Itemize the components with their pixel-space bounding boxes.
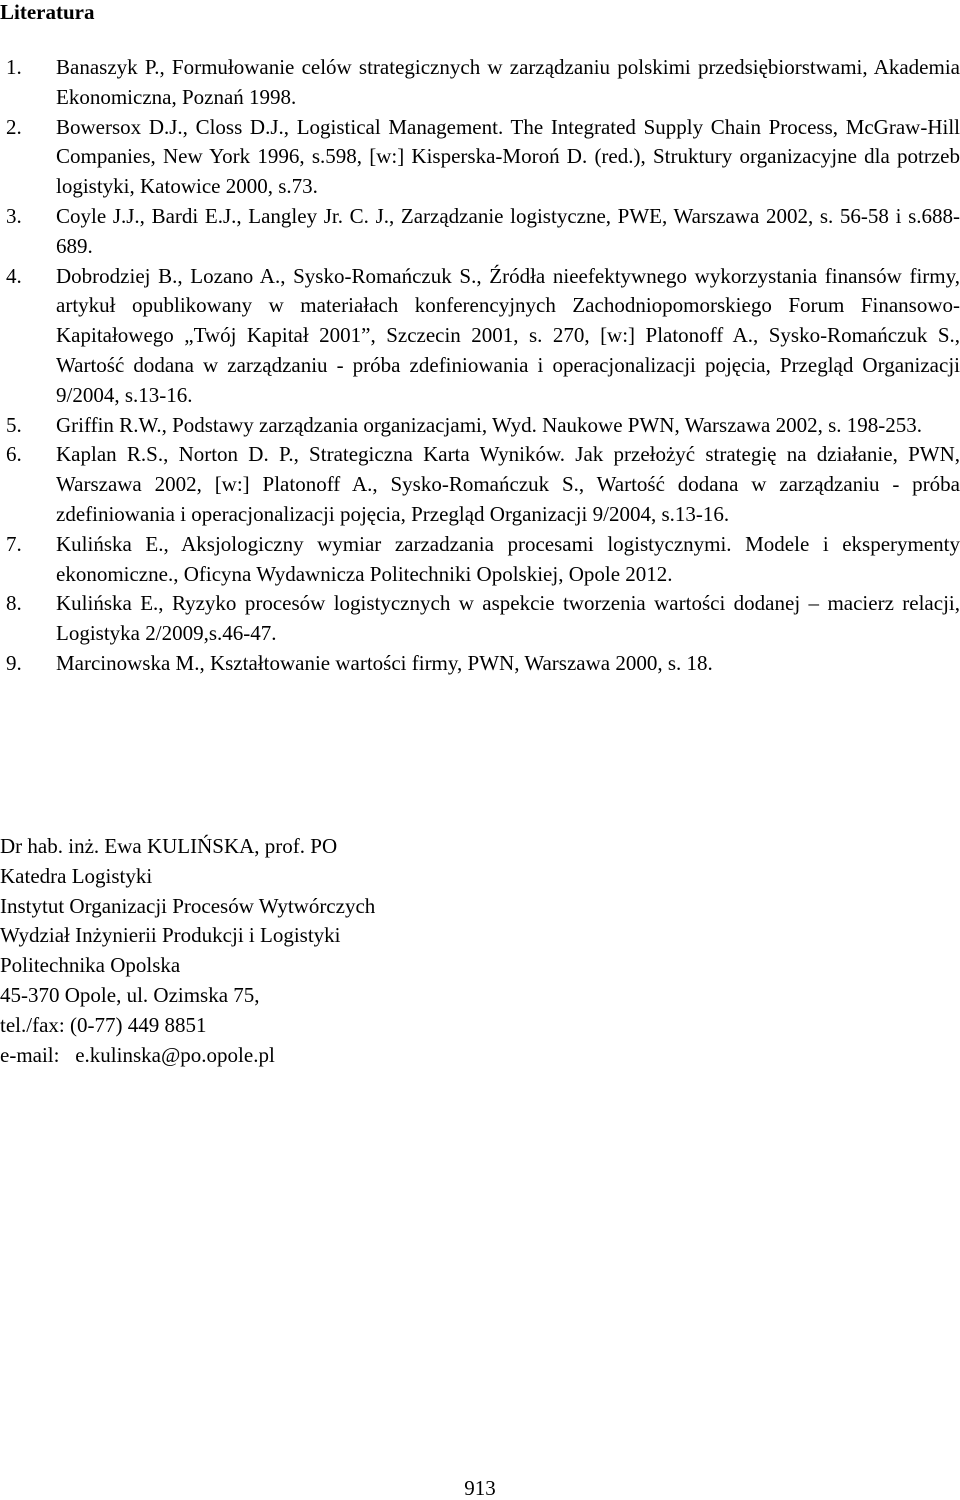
reference-number: 8.: [6, 591, 22, 616]
reference-text: Kulińska E., Ryzyko procesów logistycznych w aspekcie tworzenia wartości dodanej – macierz relacji, Logistyka 2/2009,s.46-47.: [56, 591, 960, 646]
reference-item: [0, 440, 960, 529]
reference-text: Dobrodziej B., Lozano A., Sysko-Romańczuk S., Źródła nieefektywnego wykorzystania finansów firmy, artykuł opublikowany w materiałach konferencyjnych Zachodniopomorskiego Forum Finansowo-Kapitałowego „Twój Kapitał 2001”, Szczecin 2001, s. 270, [w:] Platonoff A., Sysko-Romańczuk S., Wartość dodana w zarządzaniu - próba zdefiniowania i operacjonalizacji pojęcia, Przegląd Organizacji 9/2004, s.13-16.: [56, 263, 960, 407]
institute: Instytut Organizacji Procesów Wytwórczych: [0, 893, 376, 918]
reference-item: [0, 411, 960, 441]
reference-item: [0, 649, 960, 679]
reference-item: [0, 53, 960, 113]
reference-number: 2.: [6, 114, 22, 139]
reference-item: [0, 202, 960, 262]
reference-list: [0, 53, 960, 679]
reference-item: [0, 113, 960, 202]
university: Politechnika Opolska: [0, 953, 181, 978]
reference-item: [0, 262, 960, 411]
reference-number: 7.: [6, 531, 22, 556]
reference-text: Kaplan R.S., Norton D. P., Strategiczna Karta Wyników. Jak przełożyć strategię na działanie, PWN, Warszawa 2002, [w:] Platonoff A., Sysko-Romańczuk S., Wartość dodana w zarządzaniu - próba zdefiniowania i operacjonalizacji pojęcia, Przegląd Organizacji 9/2004, s.13-16.: [56, 442, 960, 526]
reference-text: Bowersox D.J., Closs D.J., Logistical Management. The Integrated Supply Chain Process, McGraw-Hill Companies, New York 1996, s.598, [w:] Kisperska-Moroń D. (red.), Struktury organizacyjne dla potrzeb logistyki, Katowice 2000, s.73.: [56, 114, 960, 199]
department: Katedra Logistyki: [0, 863, 153, 888]
reference-text: Marcinowska M., Kształtowanie wartości firmy, PWN, Warszawa 2000, s. 18.: [56, 650, 713, 675]
reference-number: 9.: [6, 650, 22, 675]
author-affiliation: [0, 832, 375, 1070]
email: e-mail: e.kulinska@po.opole.pl: [0, 1042, 275, 1067]
reference-text: Kulińska E., Aksjologiczny wymiar zarzadzania procesami logistycznymi. Modele i eksperymenty ekonomiczne., Oficyna Wydawnicza Politechniki Opolskiej, Opole 2012.: [56, 531, 960, 586]
page-number: 913: [464, 1476, 496, 1500]
address: 45-370 Opole, ul. Ozimska 75,: [0, 982, 260, 1007]
phone-fax: tel./fax: (0-77) 449 8851: [0, 1012, 207, 1037]
reference-number: 3.: [6, 203, 22, 228]
reference-number: 5.: [6, 412, 22, 437]
section-heading: Literatura: [0, 0, 95, 24]
reference-number: 4.: [6, 263, 22, 288]
reference-number: 1.: [6, 55, 22, 79]
reference-number: 6.: [6, 442, 22, 467]
reference-item: [0, 589, 960, 649]
reference-item: [0, 530, 960, 590]
faculty: Wydział Inżynierii Produkcji i Logistyki: [0, 923, 341, 948]
reference-text: Coyle J.J., Bardi E.J., Langley Jr. C. J., Zarządzanie logistyczne, PWE, Warszawa 2002, s. 56-58 i s.688-689.: [56, 203, 960, 258]
reference-text: Banaszyk P., Formułowanie celów strategicznych w zarządzaniu polskimi przedsiębiorstwami, Akademia Ekonomiczna, Poznań 1998.: [56, 55, 960, 109]
author-name: Dr hab. inż. Ewa KULIŃSKA, prof. PO: [0, 834, 338, 858]
reference-text: Griffin R.W., Podstawy zarządzania organizacjami, Wyd. Naukowe PWN, Warszawa 2002, s. 198-253.: [56, 412, 922, 437]
